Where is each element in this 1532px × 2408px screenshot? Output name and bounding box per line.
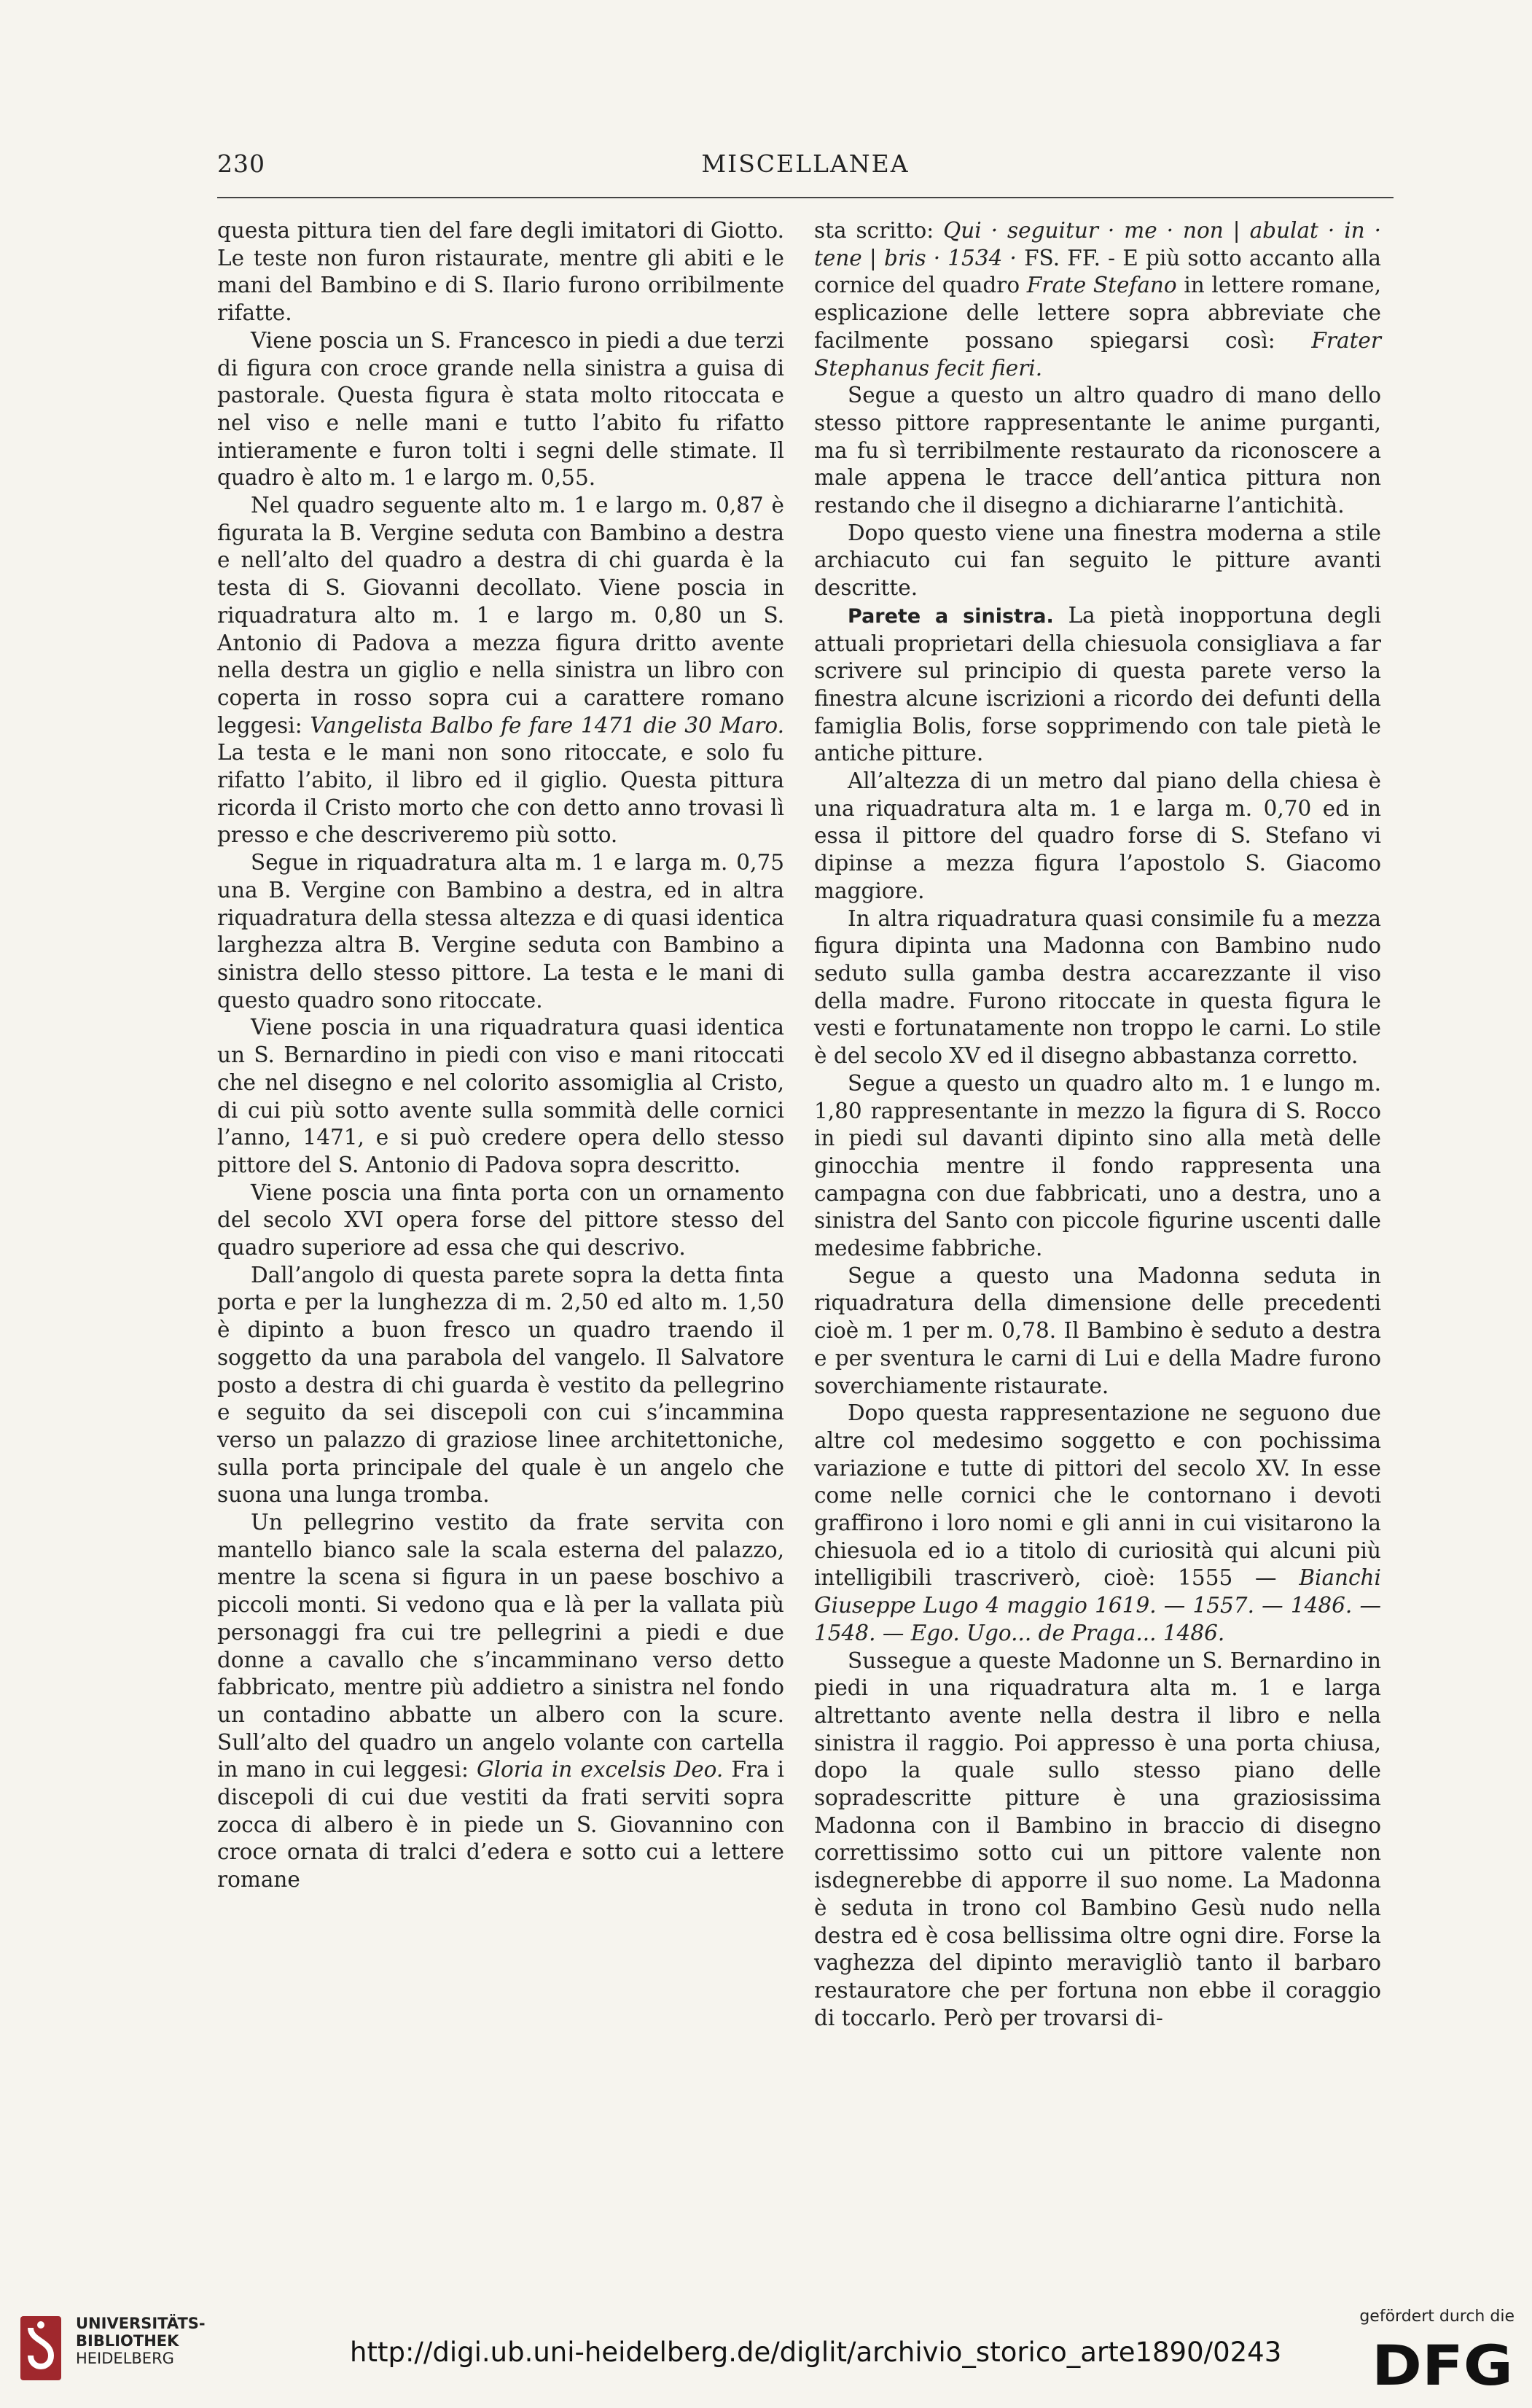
page-header <box>217 149 1394 186</box>
source-url[interactable]: http://digi.ub.uni-heidelberg.de/diglit/archivio_storico_arte1890/0243 <box>350 2337 1282 2368</box>
library-name: UNIVERSITÄTS- BIBLIOTHEK HEIDELBERG <box>76 2315 206 2367</box>
paragraph: Viene poscia un S. Francesco in piedi a due terzi di figura con croce grande nella sinistra a guisa di pastorale. Questa figura è stata molto ritoccata e nel viso e nelle mani e tutto l’abito fu rifatto intieramente e furon tolti i segni delle stimate. Il quadro è alto m. 1 e largo m. 0,55. <box>217 327 784 491</box>
svg-text:DFG: DFG <box>1372 2338 1513 2391</box>
paragraph: Segue in riquadratura alta m. 1 e larga m. 0,75 una B. Vergine con Bambino a destra, ed in altra riquadratura della stessa altezza e di quasi identica larghezza altra B. Vergine seduta con Bambino a sinistra dello stesso pittore. La testa e le mani di questo quadro sono ritoccate. <box>217 850 784 1013</box>
right-column <box>814 217 1381 2032</box>
page-number: 230 <box>217 149 265 178</box>
footer <box>0 2286 1532 2408</box>
paragraph: Segue a questo un altro quadro di mano dello stesso pittore rappresentante le anime purganti, ma fu sì terribilmente restaurato da riconoscere a male appena le tracce dell’antica pittura non restando che il disegno a dichiararne l’antichità. <box>814 383 1381 518</box>
running-head: MISCELLANEA <box>701 149 910 178</box>
header-rule <box>217 197 1394 198</box>
section-heading: Parete a sinistra. <box>848 604 1054 628</box>
paragraph: Viene poscia una finta porta con un ornamento del secolo XVI opera forse del pittore stesso del quadro superiore ad essa che qui descrivo. <box>217 1180 784 1261</box>
graffiti-text: Bianchi Giuseppe Lugo 4 maggio 1619. — 1557. — 1486. — 1548. — Ego. Ugo... de Praga... 1486. <box>814 1565 1381 1645</box>
library-logo-icon <box>17 2312 66 2385</box>
funded-by-label: gefördert durch die <box>1359 2307 1515 2326</box>
paragraph: Nel quadro seguente alto m. 1 e largo m. 0,87 è figurata la B. Vergine seduta con Bambino a destra e nell’alto del quadro a destra di chi guarda è la testa di S. Giovanni decollato. Viene poscia in riquadratura alto m. 1 e largo m. 0,80 un S. Antonio di Padova a mezza figura dritto avente nella destra un giglio e nella sinistra un libro con coperta in rosso sopra cui a carattere romano leggesi: Vangelista Balbo fe fare 1471 die 30 Maro. La testa e le mani non sono ritoccate, e solo fu rifatto l’abito, il libro ed il giglio. Questa pittura ricorda il Cristo morto che con detto anno trovasi lì presso e che descriveremo più sotto. <box>217 493 784 848</box>
paragraph: Sussegue a queste Madonne un S. Bernardino in piedi in una riquadratura alta m. 1 e larga altrettanto avente nella destra il libro e nella sinistra il raggio. Poi appresso è una porta chiusa, dopo la quale sullo stesso piano delle sopradescritte pitture è una graziosissima Madonna con il Bambino in braccio di disegno correttissimo sotto cui un pittore valente non isdegnerebbe di apporre il suo nome. La Madonna è seduta in trono col Bambino Gesù nudo nella destra ed è cosa bellissima oltre ogni dire. Forse la vaghezza del dipinto meravigliò tanto il barbaro restauratore che per fortuna non ebbe il coraggio di toccarlo. Però per trovarsi di- <box>814 1648 1381 2030</box>
paragraph: questa pittura tien del fare degli imitatori di Giotto. Le teste non furon ristaurate, mentre gli abiti e le mani del Bambino e di S. Ilario furono orribilmente rifatte. <box>217 218 784 326</box>
paragraph: All’altezza di un metro dal piano della chiesa è una riquadratura alta m. 1 e larga m. 0,70 ed in essa il pittore del quadro forse di S. Stefano vi dipinse a mezza figura l’apostolo S. Giacomo maggiore. <box>814 768 1381 903</box>
inscription-text: Qui · seguitur · me · non | abulat · in · tene | bris · 1534 · <box>814 218 1381 270</box>
inscription-text: Vangelista Balbo fe fare 1471 die 30 Maro. <box>310 712 784 738</box>
left-column <box>217 217 784 1894</box>
paragraph: Segue a questo una Madonna seduta in riquadratura della dimensione delle precedenti cioè m. 1 per m. 0,78. Il Bambino è seduto a destra e per sventura le carni di Lui e della Madre furono soverchiamente ristaurate. <box>814 1263 1381 1398</box>
paragraph: Viene poscia in una riquadratura quasi identica un S. Bernardino in piedi con viso e mani ritoccati che nel disegno e nel colorito assomiglia al Cristo, di cui più sotto avente sulla sommità delle cornici l’anno, 1471, e si può credere opera dello stesso pittore del S. Antonio di Padova sopra descritto. <box>217 1015 784 1177</box>
paragraph: sta scritto: Qui · seguitur · me · non | abulat · in · tene | bris · 1534 · FS. FF. - E più sotto accanto alla cornice del quadro Frate Stefano in lettere romane, esplicazione delle lettere sopra abbreviate che facilmente possano spiegarsi così: Frater Stephanus fecit fieri. <box>814 218 1381 381</box>
dfg-logo-icon <box>1372 2338 1515 2391</box>
paragraph: In altra riquadratura quasi consimile fu a mezza figura dipinta una Madonna con Bambino nudo seduto sulla gamba destra accarezzante il viso della madre. Furono ritoccate in questa figura le vesti e fortunatamente non troppo le carni. Lo stile è del secolo XV ed il disegno abbastanza corretto. <box>814 905 1381 1069</box>
paragraph: Segue a questo un quadro alto m. 1 e lungo m. 1,80 rappresentante in mezzo la figura di S. Rocco in piedi sul davanti dipinto sino alla metà delle ginocchia mentre il fondo rappresenta una campagna con due fabbricati, uno a destra, uno a sinistra del Santo con piccole figurine uscenti dalle medesime fabbriche. <box>814 1070 1381 1261</box>
paragraph: Dopo questo viene una finestra moderna a stile archiacuto cui fan seguito le pitture avanti descritte. <box>814 520 1381 601</box>
paragraph: Parete a sinistra. La pietà inopportuna degli attuali proprietari della chiesuola consigliava a far scrivere sul principio di questa parete verso la finestra alcune iscrizioni a ricordo dei defunti della famiglia Bolis, forse sopprimendo con tale pietà le antiche pitture. <box>814 602 1381 766</box>
paragraph: Dopo questa rappresentazione ne seguono due altre col medesimo soggetto e con pochissima variazione e tutte di pittori del secolo XV. In esse come nelle cornici che le contornano i devoti graffirono i loro nomi e gli anni in cui visitarono la chiesuola ed io a titolo di curiosità qui alcuni più intelligibili trascriverò, cioè: 1555 — Bianchi Giuseppe Lugo 4 maggio 1619. — 1557. — 1486. — 1548. — Ego. Ugo... de Praga... 1486. <box>814 1400 1381 1645</box>
inscription-text: Gloria in excelsis Deo. <box>476 1757 724 1782</box>
paragraph: Dall’angolo di questa parete sopra la detta finta porta e per la lunghezza di m. 2,50 ed alto m. 1,50 è dipinto a buon fresco un quadro traendo il soggetto da una parabola del vangelo. Il Salvatore posto a destra di chi guarda è vestito da pellegrino e seguito da sei discepoli con cui s’incammina verso un palazzo di graziose linee architettoniche, sulla porta principale del quale è un angelo che suona una lunga tromba. <box>217 1262 784 1508</box>
paragraph: Un pellegrino vestito da frate servita con mantello bianco sale la scala esterna del palazzo, mentre la scena si figura in un paese boschivo a piccoli monti. Si vedono qua e là per la vallata più personaggi fra cui tre pellegrini a piedi e due donne a cavallo che s’incamminano verso detto fabbricato, mentre più addietro a sinistra nel fondo un contadino abbatte un albero con la scure. Sull’alto del quadro un angelo volante con cartella in mano in cui leggesi: Gloria in excelsis Deo. Fra i discepoli di cui due vestiti da frati serviti sopra zocca di albero è in piede un S. Giovannino con croce ornata di tralci d’edera e sotto cui a lettere romane <box>217 1510 784 1893</box>
